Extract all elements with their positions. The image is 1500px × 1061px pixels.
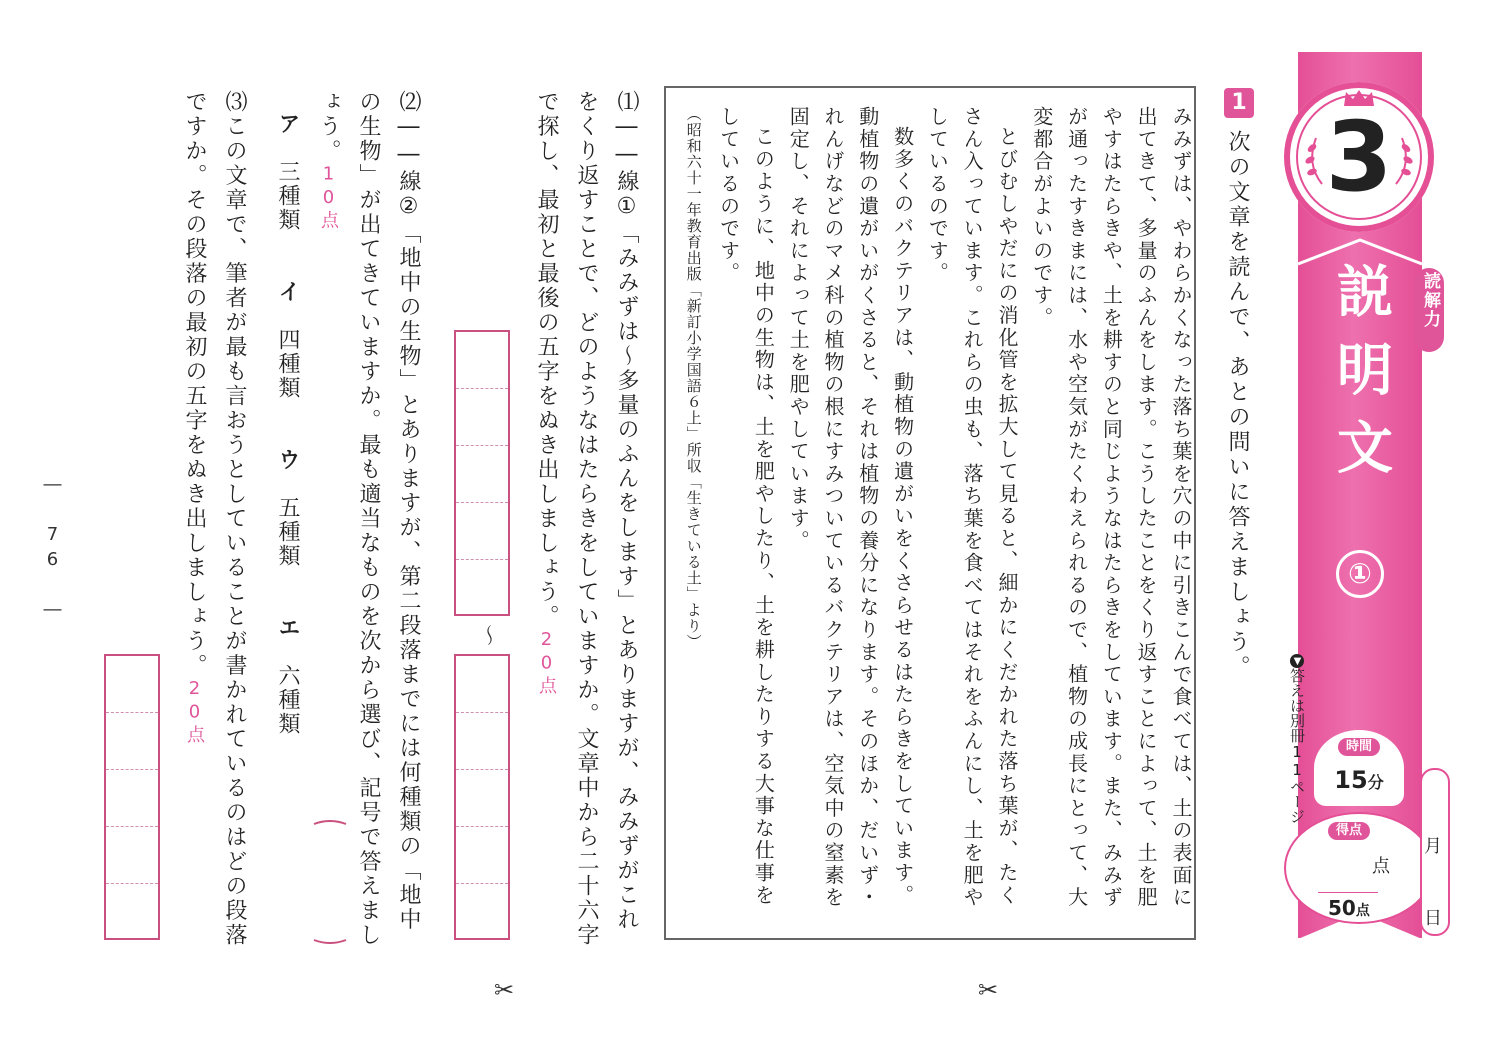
day-label: 日 [1424, 908, 1442, 929]
scissors-icon: ✂ [978, 976, 999, 1004]
question-1 [526, 90, 646, 950]
month-label: 月 [1424, 836, 1442, 857]
question-1-number: ⑴ [614, 90, 639, 115]
question-3 [174, 90, 254, 950]
question-2-choices [272, 112, 302, 752]
q1-answer-box-first[interactable] [454, 330, 510, 616]
q2-answer-parentheses[interactable] [312, 820, 348, 944]
score-max: 50点 [1328, 896, 1370, 920]
unit-title: 説明文 [1328, 262, 1393, 496]
question-number-badge: 1 [1224, 88, 1254, 118]
choice-e[interactable]: エ 六種類 [275, 616, 300, 736]
question-3-text: この文章で、筆者が最も言おうとしていることが書かれているのはどの段落ですか。その段落の最初の五字をぬき出しましょう。 [182, 90, 247, 948]
question-2-points: 10点 [318, 163, 339, 231]
passage-paragraph-1: みみずは、やわらかくなった落ち葉を穴の中に引きこんで食べては、土の表面に出てきて、多量のふんをします。こうしたことをくり返すことによって、土を肥やすはたらきや、土を耕すのと同じようなはたらきをしています。また、みみずが通ったすきまには、水や空気がたくわえられるので、植物の成長にとって、大変都合がよいのです。 [1029, 106, 1193, 909]
choice-u[interactable]: ウ 五種類 [275, 448, 300, 568]
question-1-points: 20点 [536, 629, 557, 697]
arrow-down-icon: ▼ [1292, 655, 1303, 667]
unit-badge [1284, 82, 1434, 232]
unit-number: 3 [1325, 101, 1393, 213]
question-2-text: ――線②「地中の生物」とありますが、第二段落までには何種類の「地中の生物」が出てきていますか。最も適当なものを次から選び、記号で答えましょう。 [316, 90, 421, 948]
instruction-text: 次の文章を読んで、あとの問いに答えましょう。 [1225, 130, 1250, 680]
time-value: 15分 [1334, 766, 1384, 794]
unit-subnumber: ① [1336, 550, 1384, 598]
scissors-icon: ✂ [494, 976, 515, 1004]
passage-paragraph-3: 数多くのバクテリアは、動植物の遺がいをくさらせるはたらきをしています。動植物の遺がいがくさると、それは植物の養分になります。そのほか、だいず・れんげなどのマメ科の植物の根にすみついているバクテリアは、空気中の窒素を固定し、それによって土を肥やしています。 [786, 106, 915, 909]
page-number: ― 76 ― [42, 474, 63, 624]
choice-i[interactable]: イ 四種類 [275, 280, 300, 400]
score-divider [1318, 892, 1378, 893]
category-label: 読解力 [1420, 272, 1440, 329]
question-1-text: ――線①「みみずは〜多量のふんをします」とありますが、みみずがこれをくり返すことで、どのようなはたらきをしていますか。文章中から二十六字で探し、最初と最後の五字をぬき出しましょう。 [534, 90, 639, 948]
passage-paragraph-4: このように、地中の生物は、土を肥やしたり、土を耕したりする大事な仕事をしているのです。 [716, 106, 776, 907]
question-2-number: ⑵ [396, 90, 421, 115]
passage-source: （昭和六十一年教育出版「新訂小学国語６上」所収「生きている土」より） [684, 106, 703, 650]
score-unit: 点 [1372, 856, 1390, 877]
question-3-points: 20点 [184, 678, 205, 746]
passage-paragraph-2: とびむしやだにの消化管を拡大して見ると、細かにくだかれた落ち葉が、たくさん入っています。これらの虫も、落ち葉を食べてはそれをふんにし、土を肥やしているのです。 [925, 106, 1019, 909]
choice-a[interactable]: ア 三種類 [275, 112, 300, 232]
q3-answer-box[interactable] [104, 654, 160, 940]
passage [676, 106, 1198, 926]
question-3-number: ⑶ [222, 90, 247, 115]
q1-answer-box-last[interactable] [454, 654, 510, 940]
time-label: 時間 [1338, 738, 1380, 756]
answer-reference: ▼答えは別冊11ページ [1288, 655, 1306, 824]
q1-range-tilde: 〜 [475, 624, 500, 646]
score-label: 得点 [1328, 822, 1370, 840]
